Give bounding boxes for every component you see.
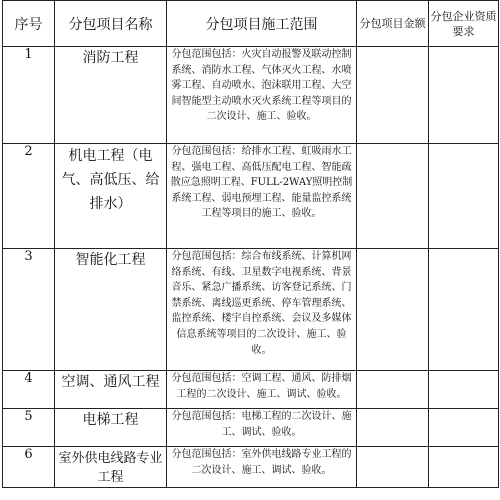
row-scope: 分包范围包括：空调工程、通风、防排烟工程的二次设计、施工、调试、验收。 [167, 371, 357, 409]
row-scope: 分包范围包括：电梯工程的二次设计、施工、调试、验收。 [167, 409, 357, 447]
row-index: 4 [3, 371, 55, 409]
table-row [3, 371, 499, 409]
row-project-name: 空调、通风工程 [55, 371, 167, 409]
table-row [3, 47, 499, 144]
table-row [3, 144, 499, 249]
row-index: 3 [3, 249, 55, 371]
row-index: 6 [3, 447, 55, 488]
row-index: 1 [3, 47, 55, 144]
header-index: 序号 [3, 1, 55, 47]
table-row [3, 409, 499, 447]
row-project-name: 室外供电线路专业工程 [55, 447, 167, 488]
row-qualification [429, 447, 499, 488]
table-header-row [3, 1, 499, 47]
row-qualification [429, 409, 499, 447]
row-qualification [429, 249, 499, 371]
row-index: 5 [3, 409, 55, 447]
header-qualification: 分包企业资质要求 [429, 1, 499, 47]
header-project-name: 分包项目名称 [55, 1, 167, 47]
row-index: 2 [3, 144, 55, 249]
row-project-name: 智能化工程 [55, 249, 167, 371]
row-project-name: 消防工程 [55, 47, 167, 144]
row-scope: 分包范围包括：给排水工程、虹吸雨水工程、强电工程、高低压配电工程、智能疏散应急照明工程、FULL-2WAY照明控制系统工程、弱电预埋工程、能量监控系统工程等项目的施工、验收。 [167, 144, 357, 249]
row-qualification [429, 144, 499, 249]
row-project-name: 电梯工程 [55, 409, 167, 447]
header-amount: 分包项目金额 [357, 1, 429, 47]
row-qualification [429, 371, 499, 409]
row-amount [357, 447, 429, 488]
row-amount [357, 249, 429, 371]
table-row [3, 249, 499, 371]
subcontract-table [2, 0, 499, 488]
row-amount [357, 409, 429, 447]
header-construction-scope: 分包项目施工范围 [167, 1, 357, 47]
row-qualification [429, 47, 499, 144]
row-scope: 分包范围包括：室外供电线路专业工程的二次设计、施工、调试、验收。 [167, 447, 357, 488]
row-scope: 分包范围包括：火灾自动报警及联动控制系统、消防水工程、气体灭火工程、水喷雾工程、自动喷水、泡沫联用工程、大空间智能型主动喷水灭火系统工程等项目的二次设计、施工、验收。 [167, 47, 357, 144]
table-row [3, 447, 499, 488]
row-amount [357, 47, 429, 144]
row-scope: 分包范围包括：综合布线系统、计算机网络系统、有线、卫星数字电视系统、背景音乐、紧急广播系统、访客登记系统、门禁系统、离线巡更系统、停车管理系统、监控系统、楼宇自控系统、会议及多媒体信息系统等项目的二次设计、施工、验收。 [167, 249, 357, 371]
row-project-name: 机电工程（电气、高低压、给排水） [55, 144, 167, 249]
row-amount [357, 144, 429, 249]
row-amount [357, 371, 429, 409]
